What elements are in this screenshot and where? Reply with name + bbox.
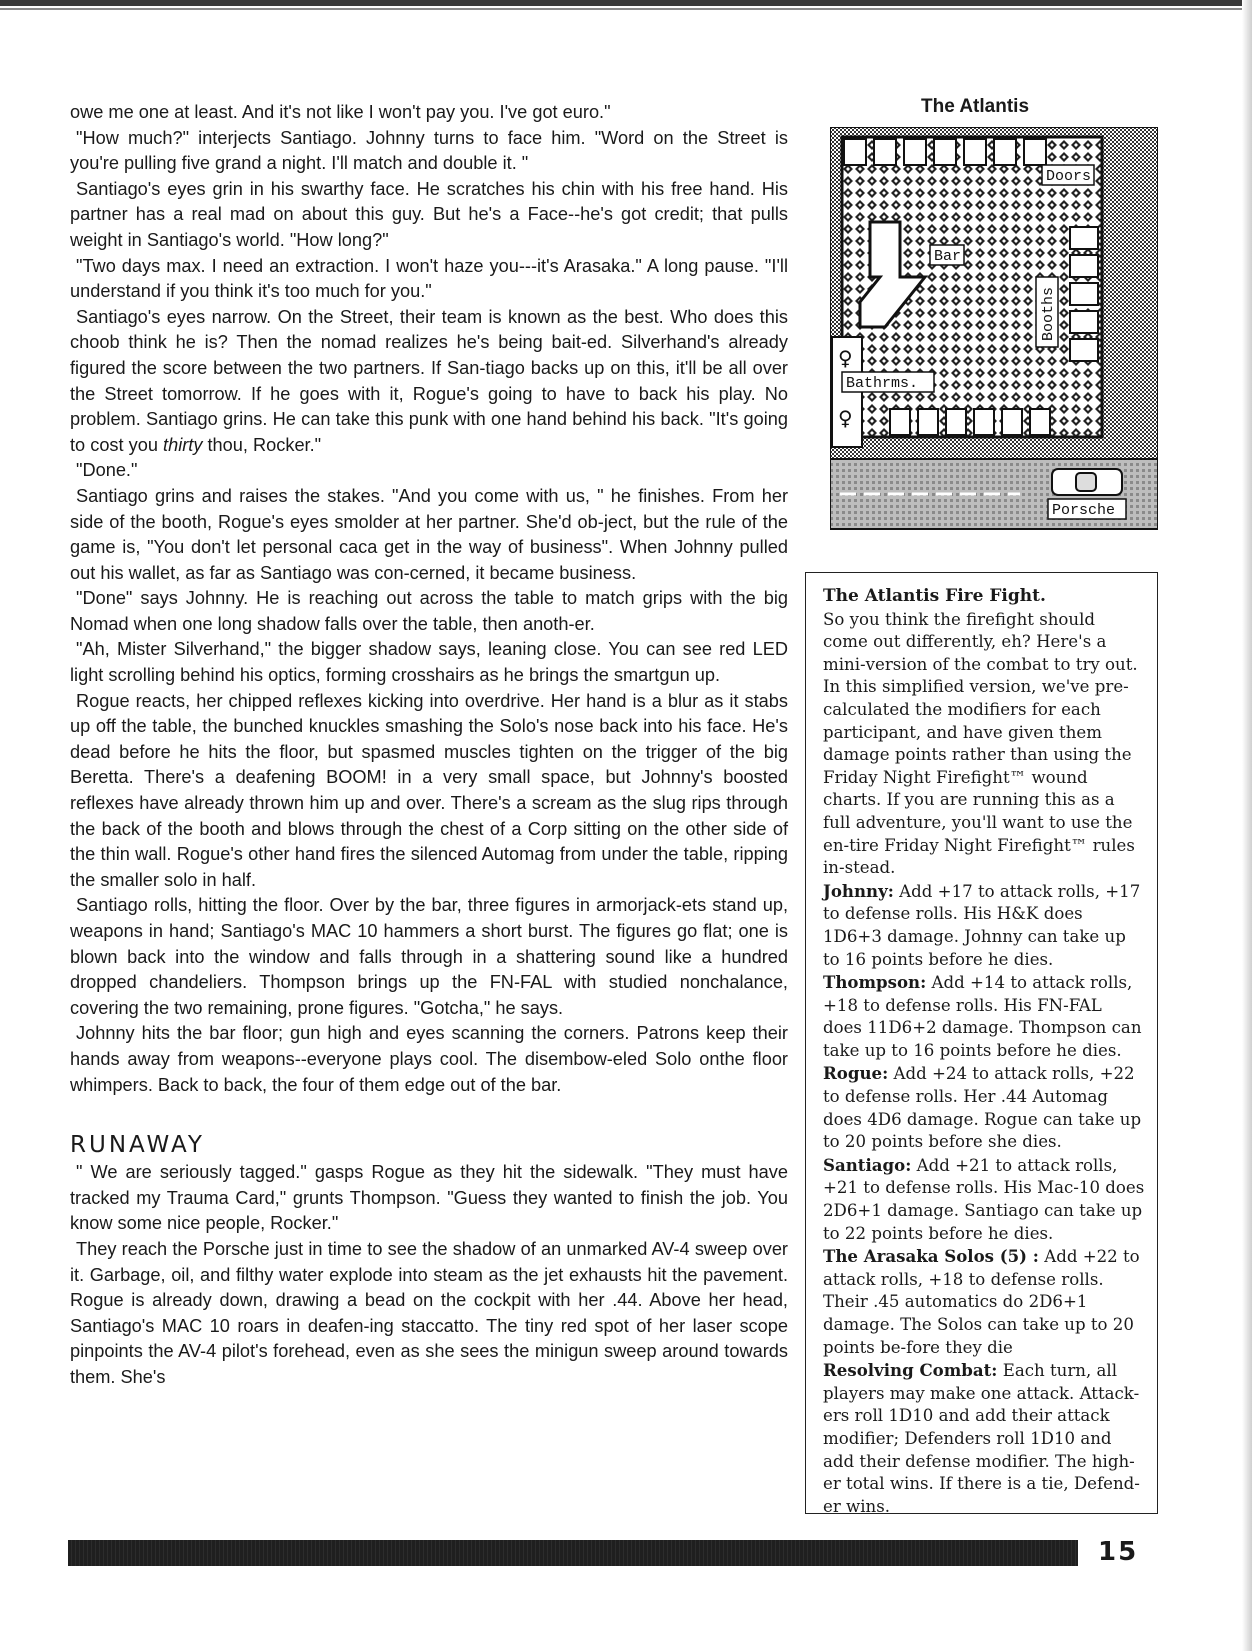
page-edge-shadow — [1242, 0, 1252, 1651]
entry-name: Santiago: — [823, 1154, 912, 1175]
story-column — [70, 100, 788, 1391]
story-paragraph: "Ah, Mister Silverhand," the bigger shadow says, leaning close. You can see red LED light scrolling behind his optics, forming crosshairs as he brings the smartgun up. — [70, 639, 788, 686]
entry-name: Rogue: — [823, 1063, 889, 1084]
map-top-booths — [844, 139, 1046, 165]
story-paragraph: "How much?" interjects Santiago. Johnny turns to face him. "Word on the Street is you're pulling five grand a night. I'll match and double it. " — [70, 127, 788, 174]
atlantis-floor-map — [830, 127, 1158, 553]
female-restroom-icon: ♀ — [838, 406, 853, 430]
entry-text: Each turn, all players may make one attack. Attack-ers roll 1D10 and add their attack modifier; Defenders roll 1D10 and add their defense modifier. The high-er total wins. If there is a tie, Defend-er wins. — [823, 1361, 1140, 1516]
story-paragraph: Santiago rolls, hitting the floor. Over by the bar, three figures in armorjack-ets stand up, weapons in hand; Santiago's MAC 10 hammers a short burst. The figures go flat; one is blown back into the window and falls through in a shattering sound like a hundred dropped chandeliers. Thompson brings up the FN-FAL with studied nonchalance, covering the two remaining, prone figures. "Gotcha," he says. — [70, 895, 788, 1018]
sidebar-entry — [823, 1359, 1145, 1518]
story-emphasis: thirty — [163, 434, 203, 455]
sidebar-entry — [823, 1154, 1145, 1245]
map-label-doors: Doors — [1046, 168, 1092, 185]
entry-name: Resolving Combat: — [823, 1360, 998, 1381]
top-rule-thin — [0, 8, 1252, 10]
sidebar-entry — [823, 880, 1145, 971]
map-label-porsche: Porsche — [1052, 502, 1116, 519]
atlantis-fire-fight-sidebar — [805, 572, 1158, 1514]
sidebar-entry — [823, 971, 1145, 1062]
page-number: 15 — [1098, 1537, 1139, 1567]
sidebar-title: The Atlantis Fire Fight. — [823, 586, 1046, 606]
story-paragraph — [70, 305, 788, 459]
story-paragraph: owe me one at least. And it's not like I won't pay you. I've got euro." — [70, 102, 611, 122]
story-paragraph: "Two days max. I need an extraction. I won't haze you---it's Arasaka." A long pause. "I'll understand if you think it's too much for you." — [70, 255, 788, 302]
story-paragraph: Rogue reacts, her chipped reflexes kicking into overdrive. Her hand is a blur as it stabs up off the table, the bunched knuckles smashing the Solo's nose back into his face. He's dead before he hits the floor, but spasmed muscles tighten on the trigger of the big Beretta. There's a deafening BOOM! in a very small space, but Johnny's boosted reflexes have already thrown him up and over. There's a scream as the slug rips through the back of the booth and blows through the chest of a Corp sitting on the other side of the thin wall. Rogue's other hand fires the silenced Automag from under the table, ripping the smaller solo in half. — [70, 690, 788, 890]
story-paragraph: Santiago grins and raises the stakes. "And you come with us, " he finishes. From her side of the booth, Rogue's eyes smolder at her partner. She'd ob-ject, but the rule of the game is, "You don't let personal caca get in the way of business". When Johnny pulled out his wallet, as far as Santiago was con-cerned, it became business. — [70, 485, 788, 583]
entry-name: The Arasaka Solos (5) : — [823, 1246, 1039, 1267]
entry-text: Add +17 to attack rolls, +17 to defense rolls. His H&K does 1D6+3 damage. Johnny can take up to 16 points before he dies. — [823, 881, 1141, 969]
story-paragraph: Santiago's eyes grin in his swarthy face. He scratches his chin with his free hand. His partner has a real mad on about this guy. But he's a Face--he's got credit; that pulls weight in Santiago's world. "How long?" — [70, 178, 788, 250]
female-restroom-icon: ♀ — [838, 346, 853, 370]
map-label-bar: Bar — [934, 248, 962, 265]
story-paragraph: " We are seriously tagged." gasps Rogue as they hit the sidewalk. "They must have tracked my Trauma Card," grunts Thompson. "Guess they wanted to finish the job. You know some nice people, Rocker." — [70, 1162, 788, 1234]
top-rule — [0, 0, 1252, 6]
story-text: thou, Rocker." — [202, 434, 322, 455]
entry-name: Johnny: — [823, 880, 894, 901]
story-paragraph: "Done" says Johnny. He is reaching out across the table to match grips with the big Nomad when one long shadow falls over the table, then anoth-er. — [70, 588, 788, 634]
map-title: The Atlantis — [920, 96, 1030, 117]
entry-name: Thompson: — [823, 972, 927, 993]
entry-text: Add +24 to attack rolls, +22 to defense rolls. Her .44 Automag does 4D6 damage. Rogue can take up to 20 points before she dies. — [823, 1064, 1142, 1152]
entry-text: Add +21 to attack rolls, +21 to defense rolls. His Mac-10 does 2D6+1 damage. Santiago can take up to 22 points before he dies. — [823, 1155, 1145, 1243]
map-right-booths — [1070, 227, 1098, 361]
section-heading: RUNAWAY — [70, 1132, 205, 1159]
map-label-booths: Booths — [1040, 286, 1057, 341]
story-text: Santiago's eyes narrow. On the Street, their team is known as the best. Who does this choob think he is? Then the nomad realizes he's being bait-ed. Silverhand's already figured the score between the two partners. If San-tiago backs up on this, it'll be all over the Street tomorrow. If he goes with it, Rogue's going to have to back his play. No problem. Santiago grins. He can take this punk with one hand behind his back. "It's going to cost you — [70, 306, 788, 455]
entry-text: Add +22 to attack rolls, +18 to defense rolls. Their .45 automatics do 2D6+1 damage. The Solos can take up to 20 points be-fore they die — [823, 1247, 1140, 1357]
story-paragraph: "Done." — [76, 460, 138, 481]
footer-bar — [68, 1540, 1078, 1566]
story-paragraph: They reach the Porsche just in time to see the shadow of an unmarked AV-4 sweep over it. Garbage, oil, and filthy water explode into steam as the jet exhausts hit the pavement. Rogue is already down, drawing a bead on the cockpit with her .44. Above her head, Santiago's MAC 10 roars in deafen-ing staccatto. The tiny red spot of her laser scope pinpoints the AV-4 pilot's forehead, even as she sees the minigun sweep around towards them. She's — [70, 1238, 788, 1387]
sidebar-entry — [823, 1062, 1145, 1153]
sidebar-entry — [823, 1245, 1145, 1359]
map-porsche-car — [1052, 469, 1122, 495]
entry-text: Add +14 to attack rolls, +18 to defense rolls. His FN-FAL does 11D6+2 damage. Thompson can take up to 16 points before he dies. — [823, 973, 1142, 1060]
sidebar-intro: So you think the firefight should come out differently, eh? Here's a mini-version of the combat to try out. In this simplified version, we've pre-calculated the modifiers for each participant, and have given them damage points rather than using the Friday Night Firefight™ wound charts. If you are running this as a full adventure, you'll want to use the en-tire Friday Night Firefight™ rules in-stead. — [823, 609, 1138, 878]
map-label-bathrooms: Bathrms. — [846, 375, 919, 392]
story-paragraph: Johnny hits the bar floor; gun high and eyes scanning the corners. Patrons keep their hands away from weapons--everyone plays cool. The disembow-eled Solo onthe floor whimpers. Back to back, the four of them edge out of the bar. — [70, 1023, 788, 1095]
